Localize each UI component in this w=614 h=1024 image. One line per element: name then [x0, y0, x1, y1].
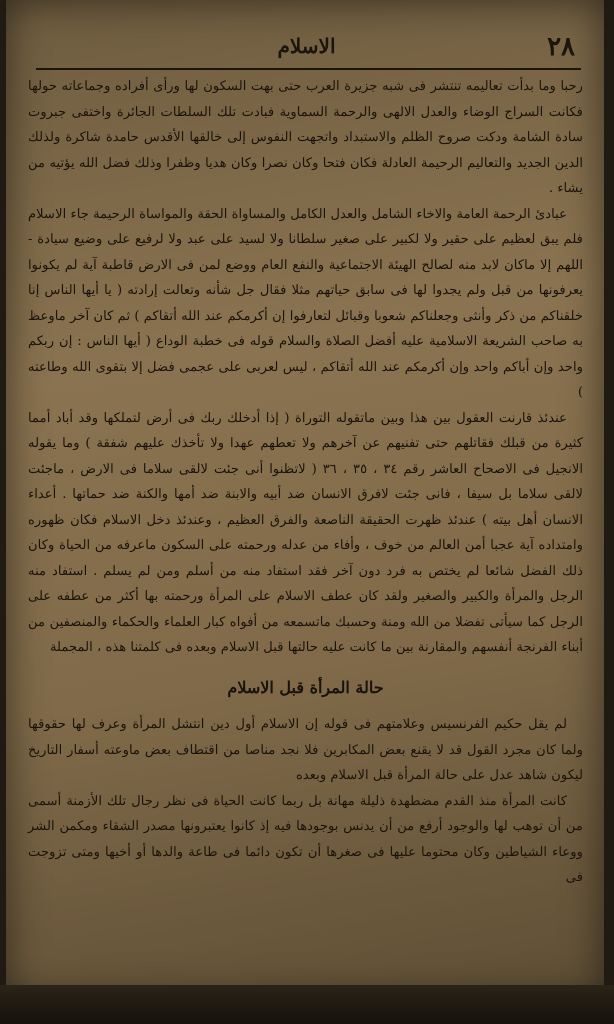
running-title: الاسلام — [277, 34, 336, 58]
paragraph-4: لم يقل حكيم الفرنسيس وعلامتهم فى قوله إن الاسلام أول دين انتشل المرأة وعرف لها حقوقها ولما كان مجرد القول قد لا يقنع بعض المكابرين فلا نجد مناصا من اقتطاف بعض ماوعته أسفار التاريخ ليكون شاهد عدل على حالة المرأة قبل الاسلام وبعده — [28, 717, 583, 783]
paragraph-1: رحبا وما بدأت تعاليمه تنتشر فى شبه جزيرة العرب حتى بهت السكون لها ورأى أفراده وجماعاته حولها فكانت السراج الوضاء والعدل الالهى والرحمة السماوية فبادت تلك السلطات الجائرة واختفى جبروت سادة الشامة ودكت صروح الظلم والاستبداد واتجهت النفوس إلى خالقها الأقدس حامدة شاكرة ولذلك الدين الجديد والتعاليم الرحيمة العادلة فكان فتحا وكان نصرا وكان هديا وظفرا وذلك فضل الله يؤتيه من يشاء . — [28, 79, 583, 196]
paragraph-3: عندئذ قارنت العقول بين هذا وبين ماتقوله التوراة ( إذا أدخلك ربك فى أرض لتملكها وقد أباد أمما كثيرة من قبلك فقاتلهم حتى تفنيهم عن آخرهم ولا تعطهم عهدا ولا تأخذك عليهم شفقة ) وما يقوله الانجيل فى الاصحاح العاشر رقم ٣٤ ، ٣٥ ، ٣٦ ( لاتظنوا أنى جئت لالقى سلاما فى الارض ، ماجئت لالقى سلاما بل سيفا ، فانى جئت لافرق الانسان ضد أبيه والابنة ضد أمها والكنة ضد حماتها . أعداء الانسان أهل بيته ) عندئذ ظهرت الحقيقة الناصعة والفرق العظيم ، وعندئذ دخل الاسلام فكان ظهوره وامتداده آية عجبا أمن العالم من خوف ، وأفاء من عدله ورحمته على السكون ماعرفه من الحياة وكان ذلك الفضل شائعا لم يختص به فرد دون آخر فقد استفاد منه من أسلم ومن لم يسلم . استفاد منه الرجل والمرأة والكبير والصغير ولقد كان عطف الاسلام على المرأة ورحمته بها أكثر من عطفه على الرجل كما سيأتى تفضلا من الله ومنة وحسبك ماتسمعه من أفواه كبار العلماء والحكماء والمنصفين من أبناء الفرنجة أنفسهم والمقارنة بين ما كانت عليه حالتها قبل الاسلام وبعده فى كلمتنا هذه ، المجملة — [28, 410, 584, 655]
paragraph-5: كانت المرأة منذ القدم مضطهدة ذليلة مهانة بل ربما كانت الحياة فى نظر رجال تلك الأزمنة أسمى من أن توهب لها والوجود أرفع من أن يدنس بوجودها فيه إذ كانوا يعتبرونها مصدر الشقاء ومكمن الشر ووعاء الشياطين وكان محتوما عليها فى صغرها أن تكون دائما فى طاعة والدها أو أخيها ومتى تزوجت فى — [28, 793, 583, 885]
book-page — [6, 0, 604, 1000]
page-body — [28, 74, 583, 979]
paragraph-2: عبادئ الرحمة العامة والاخاء الشامل والعدل الكامل والمساواة الحقة والمواساة الرحيمة جاء الاسلام فلم يبق لعظيم على حقير ولا لكبير على صغير سلطانا ولا لسيد على عبد ولا لرفيع على وضيع سيادة - اللهم إلا ماكان لابد منه لصالح الهيئة الاجتماعية والنفع العام ووضع لمن فى الارض قاطبة آية لم يكونوا يعرفونها من قبل ولم يجدوا لها فى سابق حياتهم مثلا فقال جل شأنه وتعالت إرادته ( يا أيها الناس إنا خلقناكم من ذكر وأنثى وجعلناكم شعوبا وقبائل لتعارفوا إن أكرمكم عند الله أتقاكم ) ثم كان آخر ماوعظ به صاحب الشريعة الاسلامية عليه أفضل الصلاة والسلام قوله فى خطبة الوداع ( أيها الناس : إن ربكم واحد وإن أباكم واحد وإن أكرمكم عند الله أتقاكم ، ليس لعربى على عجمى فضل إلا بتقوى الله وطاعته ) — [28, 206, 583, 400]
section-heading: حالة المرأة قبل الاسلام — [227, 677, 384, 697]
page-header — [34, 28, 579, 68]
desk-surface — [0, 985, 614, 1024]
page-number: ٢٨ — [547, 32, 575, 62]
header-rule — [36, 68, 581, 70]
